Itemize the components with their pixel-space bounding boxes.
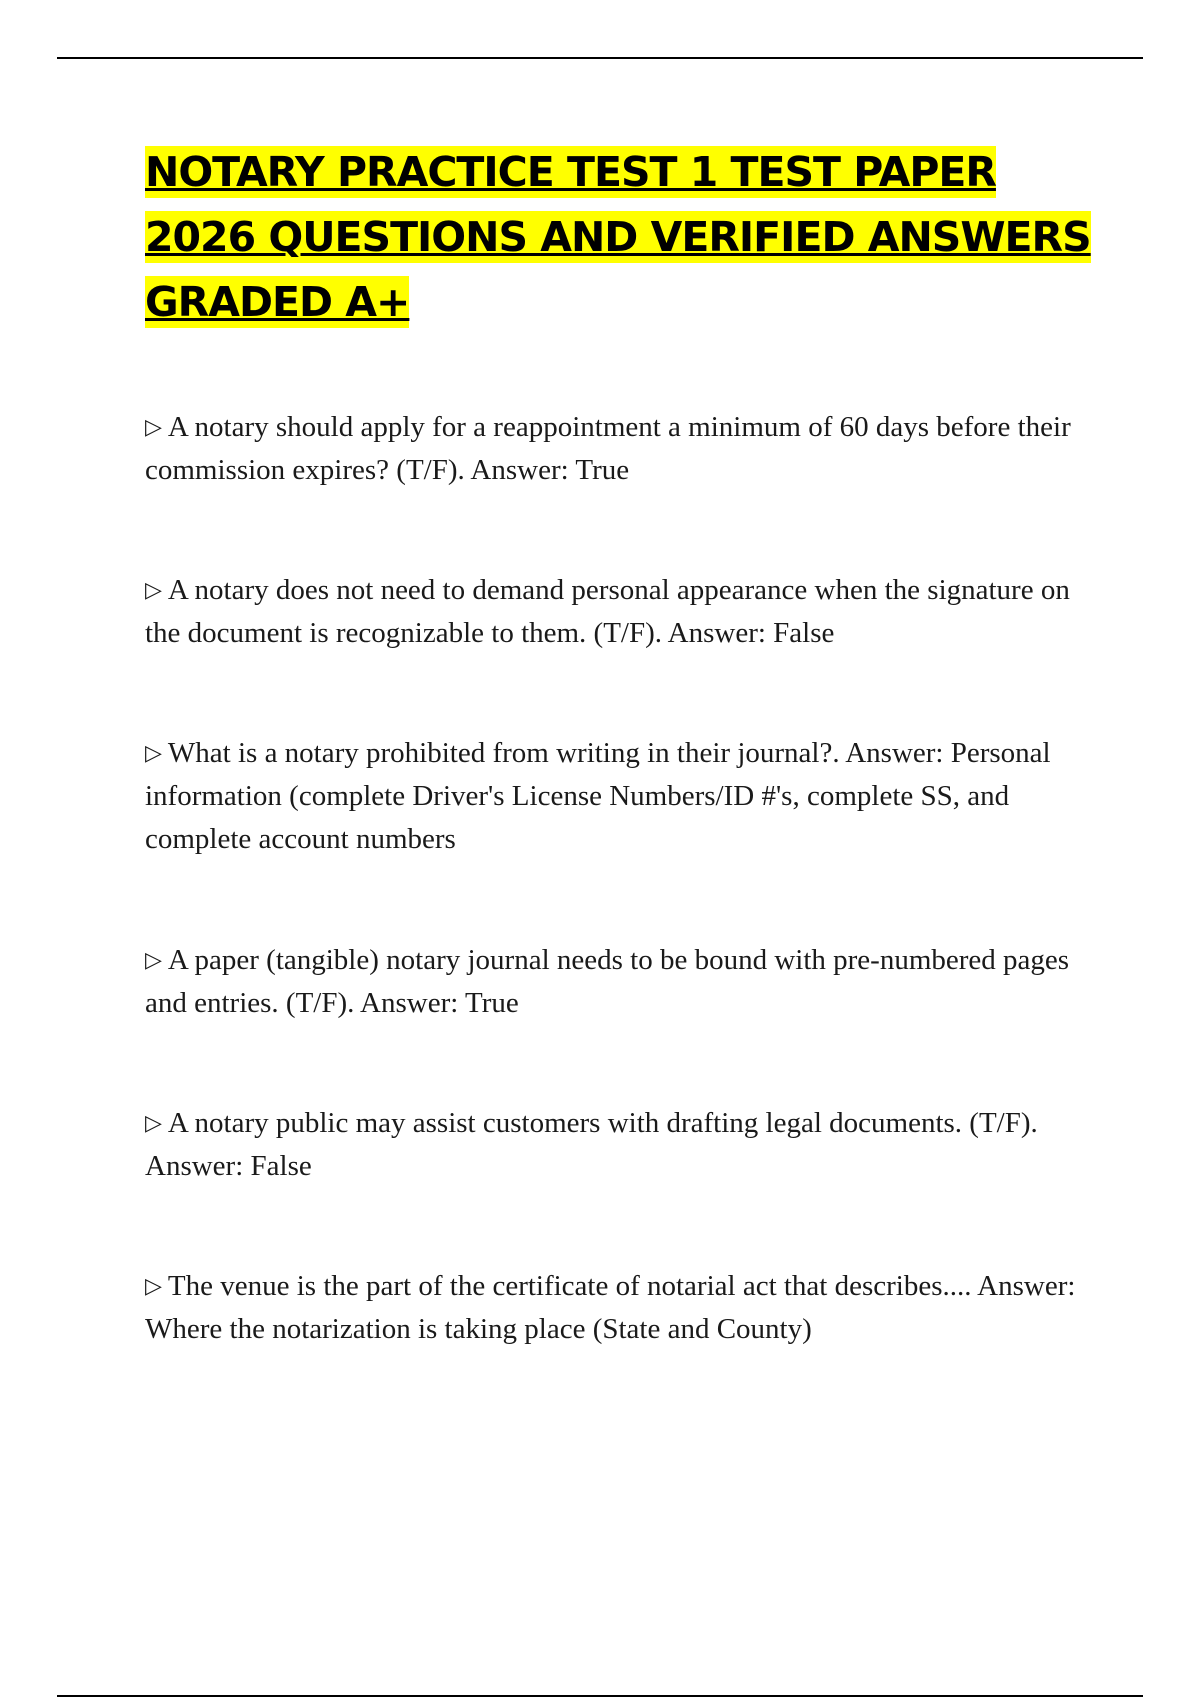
triangle-right-outline-icon: ▷ xyxy=(145,740,162,765)
triangle-right-outline-icon: ▷ xyxy=(145,947,162,972)
triangle-right-outline-icon: ▷ xyxy=(145,1110,162,1135)
qa-item xyxy=(145,568,1085,655)
qa-item xyxy=(145,731,1085,861)
document-title xyxy=(145,140,1105,335)
qa-text: A notary does not need to demand personal appearance when the signature on the document is recognizable to them. (T/F). Answer: False xyxy=(145,574,1070,649)
bottom-rule xyxy=(57,1695,1143,1697)
top-rule xyxy=(57,57,1143,59)
qa-text: A notary should apply for a reappointment a minimum of 60 days before their commission expires? (T/F). Answer: True xyxy=(145,411,1071,486)
triangle-right-outline-icon: ▷ xyxy=(145,414,162,439)
title-line-3: GRADED A+ xyxy=(145,278,410,326)
qa-item xyxy=(145,1264,1085,1351)
triangle-right-outline-icon: ▷ xyxy=(145,1273,162,1298)
triangle-right-outline-icon: ▷ xyxy=(145,577,162,602)
qa-item xyxy=(145,938,1085,1025)
title-line-1: NOTARY PRACTICE TEST 1 TEST PAPER xyxy=(145,148,996,196)
qa-text: A notary public may assist customers with drafting legal documents. (T/F). Answer: False xyxy=(145,1107,1038,1182)
qa-text: A paper (tangible) notary journal needs to be bound with pre-numbered pages and entries. (T/F). Answer: True xyxy=(145,944,1070,1019)
title-line-2: 2026 QUESTIONS AND VERIFIED ANSWERS xyxy=(145,213,1091,261)
qa-list xyxy=(145,405,1085,1351)
qa-text: The venue is the part of the certificate of notarial act that describes.... Answer: Where the notarization is taking place (State and County) xyxy=(145,1270,1076,1345)
qa-item xyxy=(145,405,1085,492)
qa-text: What is a notary prohibited from writing in their journal?. Answer: Personal information (complete Driver's License Numbers/ID #'s, complete SS, and complete account numbers xyxy=(145,737,1051,855)
qa-item xyxy=(145,1101,1085,1188)
